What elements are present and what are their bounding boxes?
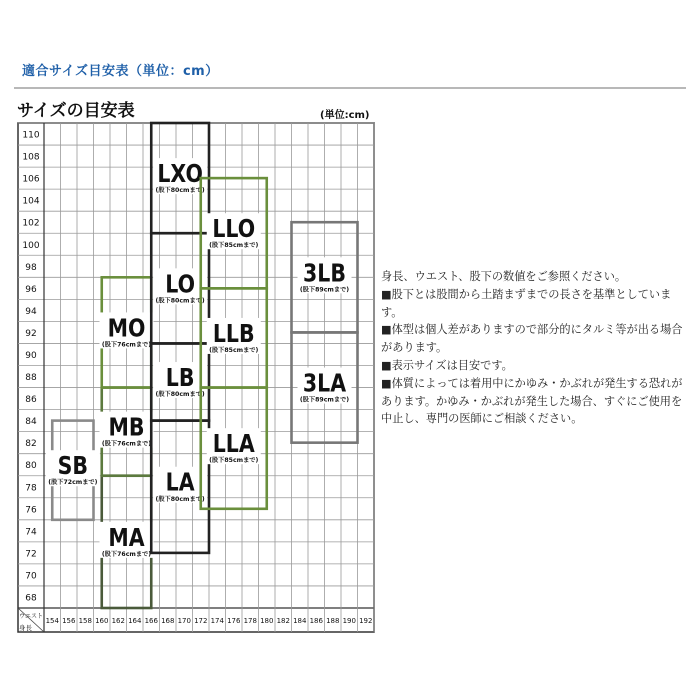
- y-tick-label: 90: [25, 350, 37, 361]
- size-label: LA: [165, 468, 195, 498]
- y-axis-ticks: [22, 131, 39, 604]
- notes: [381, 268, 691, 428]
- axis-corner: [18, 608, 44, 632]
- inseam-label: (股下89cmまで): [299, 396, 350, 404]
- page-title: 適合サイズ目安表（単位：cm）: [22, 64, 219, 79]
- note-intro: 身長、ウエスト、股下の数値をご参照ください。: [381, 270, 627, 283]
- y-tick-label: 70: [25, 571, 37, 582]
- x-tick-label: 174: [210, 617, 224, 625]
- size-label: SB: [57, 452, 89, 481]
- y-tick-label: 108: [22, 152, 40, 163]
- chart-title: サイズの目安表: [17, 101, 135, 121]
- size-label: LLO: [212, 215, 256, 244]
- y-tick-label: 68: [25, 593, 37, 604]
- y-tick-label: 98: [25, 262, 37, 273]
- x-tick-label: 180: [260, 617, 274, 625]
- size-label: MB: [108, 413, 145, 443]
- x-tick-label: 156: [62, 617, 76, 625]
- corner-label-height: 身長: [19, 624, 32, 632]
- y-tick-label: 76: [25, 505, 37, 516]
- inseam-label: (股下76cmまで): [101, 440, 152, 448]
- size-label: LO: [165, 270, 196, 299]
- y-tick-label: 102: [22, 218, 40, 229]
- x-tick-label: 166: [144, 617, 158, 625]
- size-box-sb: [46, 421, 100, 520]
- size-box-llb: [201, 288, 267, 387]
- y-tick-label: 96: [25, 284, 37, 295]
- x-tick-label: 176: [227, 617, 241, 625]
- x-tick-label: 154: [45, 617, 59, 625]
- size-label: LLB: [212, 320, 255, 349]
- size-label: 3LA: [302, 369, 347, 399]
- x-tick-label: 182: [276, 617, 290, 625]
- inseam-label: (股下85cmまで): [209, 457, 259, 465]
- note-display-size: ■表示サイズは目安です。: [381, 358, 513, 372]
- note-inseam: ■股下とは股間から土踏まずまでの長さを基準としています。: [381, 287, 672, 319]
- size-box-lla: [201, 388, 267, 509]
- x-tick-label: 190: [342, 617, 356, 625]
- size-box-llo: [201, 178, 267, 288]
- y-tick-label: 72: [25, 549, 37, 560]
- y-tick-label: 104: [22, 196, 40, 207]
- y-tick-label: 74: [25, 527, 37, 538]
- inseam-label: (股下80cmまで): [155, 187, 205, 195]
- note-skin: ■体質によっては着用中にかゆみ・かぶれが発生する恐れがあります。かゆみ・かぶれが発生した場合、すぐにご使用を中止し、専門の医師にご相談ください。: [381, 376, 683, 426]
- inseam-label: (股下85cmまで): [209, 242, 259, 250]
- y-tick-label: 80: [25, 461, 37, 472]
- inseam-label: (股下80cmまで): [155, 495, 205, 503]
- note-body-type: ■体型は個人差がありますので部分的にタルミ等が出る場合があります。: [381, 323, 683, 355]
- size-label: LLA: [212, 430, 255, 459]
- y-tick-label: 94: [25, 306, 37, 317]
- y-tick-label: 88: [25, 373, 37, 384]
- x-tick-label: 158: [78, 617, 92, 625]
- x-tick-label: 186: [309, 617, 323, 625]
- inseam-label: (股下72cmまで): [48, 479, 98, 487]
- x-tick-label: 162: [111, 617, 125, 625]
- size-label: LB: [165, 364, 195, 393]
- x-tick-label: 168: [161, 617, 175, 625]
- inseam-label: (股下85cmまで): [209, 346, 259, 354]
- size-label: MA: [108, 523, 145, 553]
- inseam-label: (股下76cmまで): [101, 341, 152, 349]
- x-tick-label: 184: [293, 617, 307, 625]
- inseam-label: (股下89cmまで): [299, 286, 350, 294]
- corner-label-waist: ウエスト: [18, 613, 43, 620]
- inseam-label: (股下76cmまで): [101, 550, 152, 558]
- y-tick-label: 86: [25, 395, 37, 406]
- x-tick-label: 172: [194, 617, 208, 625]
- y-tick-label: 92: [25, 328, 37, 339]
- size-label: 3LB: [303, 259, 346, 288]
- y-tick-label: 84: [25, 417, 37, 428]
- y-tick-label: 82: [25, 439, 37, 450]
- y-tick-label: 106: [22, 174, 40, 185]
- x-tick-label: 178: [243, 617, 257, 625]
- inseam-label: (股下80cmまで): [155, 297, 205, 305]
- x-tick-label: 160: [95, 617, 109, 625]
- inseam-label: (股下80cmまで): [155, 391, 205, 399]
- unit-label: (単位:cm): [320, 110, 370, 121]
- size-label: MO: [107, 314, 146, 343]
- x-tick-label: 164: [128, 617, 142, 625]
- size-label: LXO: [157, 160, 203, 189]
- y-tick-label: 78: [25, 483, 37, 494]
- y-tick-label: 100: [22, 240, 40, 251]
- x-tick-label: 170: [177, 617, 191, 625]
- x-tick-label: 188: [326, 617, 340, 625]
- x-tick-label: 192: [359, 617, 373, 625]
- y-tick-label: 110: [22, 130, 40, 141]
